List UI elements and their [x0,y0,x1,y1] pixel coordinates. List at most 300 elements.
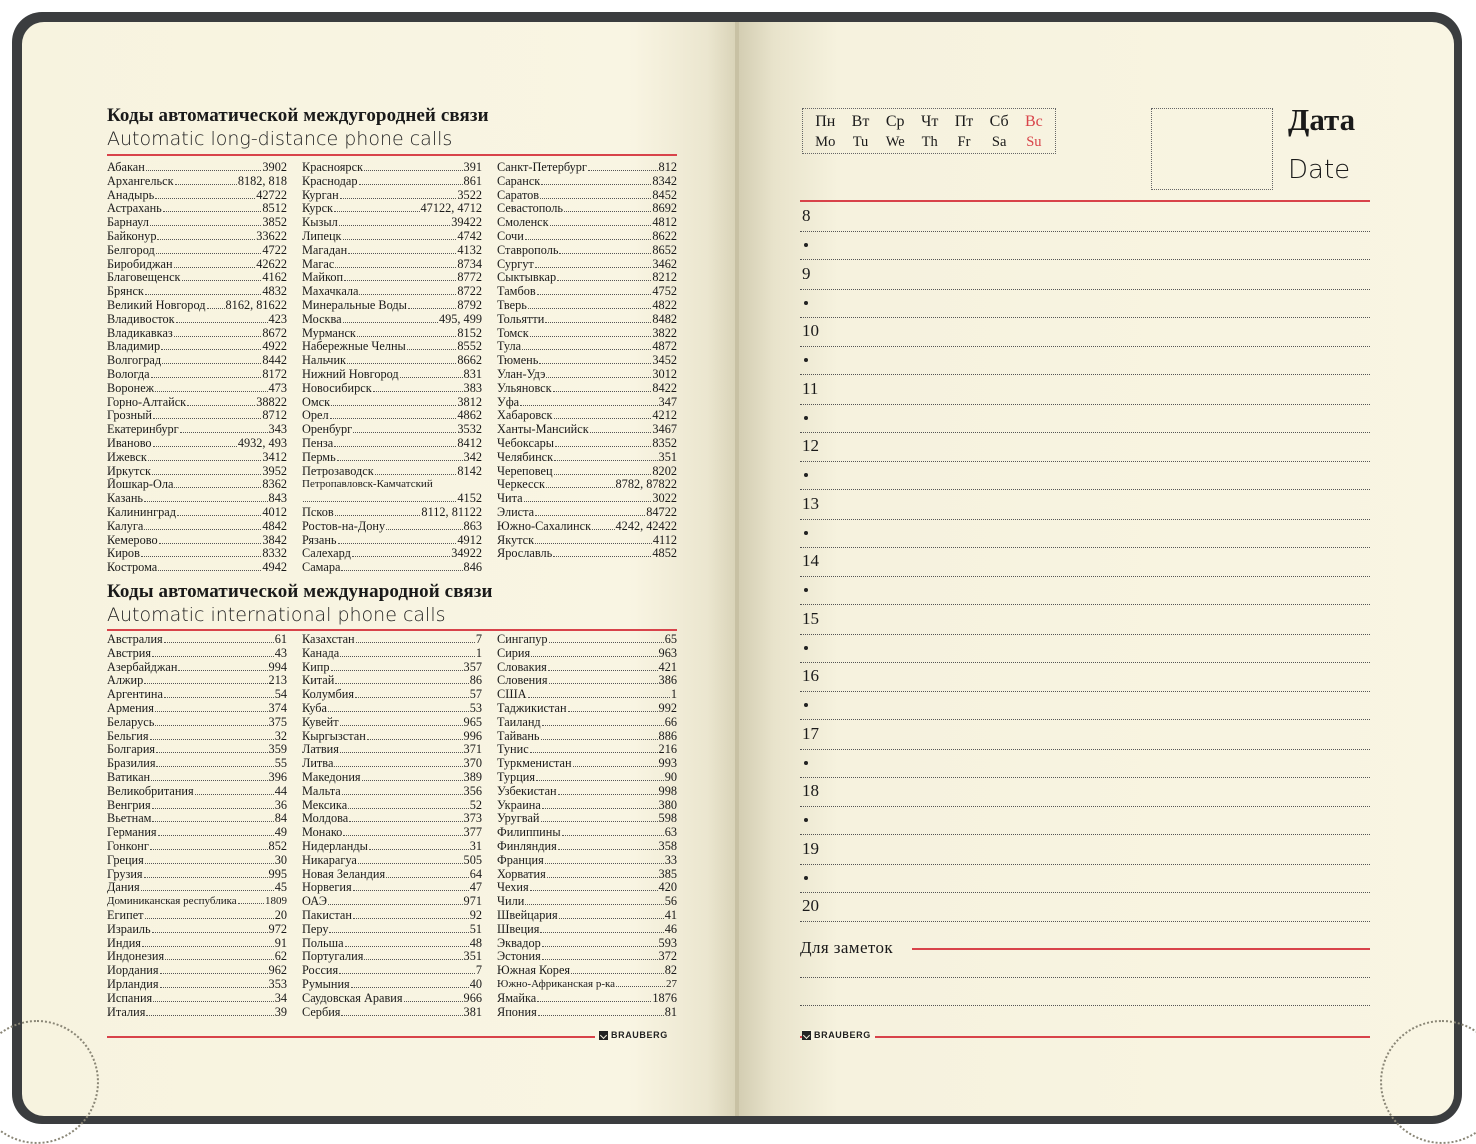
dial-code: 8792 [457,298,482,312]
place-name: Магадан [302,243,348,257]
code-entry [497,785,677,799]
dial-code: 3812 [457,395,482,409]
place-name: Самара [302,561,341,575]
leader-dots [176,322,268,323]
dial-code: 495, 499 [438,312,482,326]
place-name: Сербия [302,1005,341,1019]
place-name: Индия [107,936,141,950]
brand-check-icon [802,1031,811,1040]
leader-dots [155,725,267,726]
leader-dots [545,322,651,323]
code-entry [302,799,482,813]
leader-dots [174,336,262,337]
place-name: США [497,688,527,702]
place-name: Испания [107,991,153,1005]
code-entry [497,478,677,492]
code-entry [302,368,482,382]
place-name: Сыктывкар [497,271,557,285]
dial-code: 34922 [451,547,482,561]
domestic-column-3 [497,161,677,561]
dial-code: 4872 [652,340,677,354]
code-entry [302,175,482,189]
schedule-line[interactable] [800,289,1370,290]
place-name: Байконур [107,229,157,243]
code-entry [497,923,677,937]
code-entry [107,1006,287,1020]
place-name: Ставрополь [497,243,559,257]
code-entry [107,189,287,203]
schedule-line[interactable] [800,461,1370,462]
place-name: Салехард [302,547,351,561]
code-entry [107,964,287,978]
dial-code: 351 [658,450,677,464]
dial-code: 473 [268,381,287,395]
dial-code: 4852 [652,547,677,561]
code-entry [302,674,482,688]
leader-dots [144,683,267,684]
code-entry [497,271,677,285]
leader-dots [341,1015,462,1016]
place-name: Тюмень [497,354,539,368]
dial-code: 47 [469,881,482,895]
dial-code: 505 [463,853,482,867]
leader-dots [369,849,469,850]
schedule-line[interactable] [800,519,1370,520]
schedule-line[interactable] [800,547,1370,548]
code-entry [497,396,677,410]
dial-code: 8442 [262,354,287,368]
code-entry [107,340,287,354]
bullet-marker [804,301,808,305]
dial-code: 396 [268,770,287,784]
dial-code: 64 [469,867,482,881]
code-entry [497,285,677,299]
dial-code: 962 [268,964,287,978]
leader-dots [538,1015,664,1016]
code-entry [302,506,482,520]
code-entry [107,771,287,785]
code-entry [302,520,482,534]
code-entry [107,451,287,465]
place-name: Челябинск [497,450,554,464]
dial-code: 380 [658,798,677,812]
code-entry [107,202,287,216]
dial-code: 375 [268,715,287,729]
place-name: Румыния [302,977,350,991]
code-entry [497,826,677,840]
code-entry [497,534,677,548]
place-name: Кемерово [107,533,158,547]
place-name: Таджикистан [497,701,567,715]
leader-dots [530,752,658,753]
dial-code: 20 [274,908,287,922]
place-name: Германия [107,826,157,840]
leader-dots [343,322,438,323]
place-name: Кувейт [302,715,339,729]
schedule-line[interactable] [800,806,1370,807]
leader-dots [195,794,274,795]
dial-code: 8152 [457,326,482,340]
place-name: Уфа [497,395,520,409]
place-name: Словакия [497,660,547,674]
code-entry [497,674,677,688]
code-entry [107,992,287,1006]
dial-code: 342 [463,450,482,464]
place-name: Элиста [497,505,535,519]
dial-code: 213 [268,674,287,688]
place-name: Туркменистан [497,757,572,771]
leader-dots [559,918,664,919]
leader-dots [386,529,462,530]
weekday-ru: Ср [885,113,905,130]
leader-dots [152,808,274,809]
code-entry [302,451,482,465]
dial-code: 84722 [646,505,677,519]
dial-code: 996 [463,729,482,743]
leader-dots [335,683,468,684]
code-entry [302,881,482,895]
dial-code: 4812 [652,216,677,230]
leader-dots [343,835,462,836]
dial-code: 82 [664,964,677,978]
dial-code: 391 [463,161,482,174]
code-entry [302,423,482,437]
dial-code: 8482 [652,312,677,326]
code-entry [302,895,482,909]
schedule-line[interactable] [800,346,1370,347]
code-entry [497,716,677,730]
place-name: Чебоксары [497,436,554,450]
leader-dots [554,460,657,461]
dial-code: 3022 [652,492,677,506]
leader-dots [152,932,268,933]
dial-code: 8512 [262,202,287,216]
dial-code: 8662 [457,354,482,368]
dial-code: 3852 [262,216,287,230]
leader-dots [145,863,274,864]
dial-code: 370 [463,757,482,771]
schedule-line[interactable] [800,691,1370,692]
code-entry [107,743,287,757]
dial-code: 861 [463,174,482,188]
weekday-su[interactable] [1025,111,1043,151]
place-name: Португалия [302,950,364,964]
leader-dots [161,349,261,350]
code-entry [302,437,482,451]
code-entry [107,688,287,702]
code-entry [107,382,287,396]
red-rule [800,200,1370,202]
dial-code: 373 [463,812,482,826]
leader-dots [340,198,457,199]
leader-dots [347,363,456,364]
dial-code: 65 [664,633,677,646]
brand-name: BRAUBERG [814,1030,871,1040]
place-name: Гонконг [107,839,149,853]
code-entry [302,244,482,258]
code-entry [302,534,482,548]
code-entry [302,688,482,702]
place-name: Орел [302,409,329,423]
dial-code: 91 [274,936,287,950]
bullet-marker [804,243,808,247]
place-name: Мальта [302,784,341,798]
dial-code: 8552 [457,340,482,354]
dial-code: 381 [463,1005,482,1019]
dial-code: 3462 [652,257,677,271]
place-name: Барнаул [107,216,149,230]
dial-code: 8352 [652,436,677,450]
place-name: Сирия [497,646,531,660]
weekday-fr[interactable] [955,111,974,151]
leader-dots [590,432,652,433]
leader-dots [342,794,463,795]
dial-code: 55 [274,757,287,771]
schedule-line[interactable] [800,374,1370,375]
place-name: Колумбия [302,688,354,702]
dial-code: 8142 [457,464,482,478]
date-label: Дата [1288,102,1356,137]
leader-dots [537,1001,651,1002]
place-name: Мурманск [302,326,356,340]
date-label-en: Date [1288,155,1351,185]
code-entry [302,327,482,341]
schedule-line[interactable] [800,231,1370,232]
place-name: Швеция [497,922,540,936]
code-entry [497,757,677,771]
place-name: Севастополь [497,202,564,216]
place-name: Брянск [107,285,144,299]
dial-code: 43 [274,646,287,660]
code-entry [107,978,287,992]
code-entry [302,230,482,244]
notes-line[interactable] [800,977,1370,978]
leader-dots [400,377,463,378]
code-entry [107,409,287,423]
code-entry [497,175,677,189]
dial-code: 8362 [262,478,287,492]
leader-dots [364,170,463,171]
place-name: Беларусь [107,715,155,729]
code-entry [302,950,482,964]
dial-code: 3522 [457,188,482,202]
dial-code: 7 [475,964,482,978]
dial-code: 972 [268,922,287,936]
leader-dots [142,946,274,947]
dial-code: 8162, 81622 [225,298,287,312]
leader-dots [328,904,463,905]
dial-code: 31 [469,839,482,853]
dial-code: 389 [463,770,482,784]
weekday-we[interactable] [886,111,905,151]
schedule-line[interactable] [800,489,1370,490]
dial-code: 3842 [262,533,287,547]
schedule-line[interactable] [800,432,1370,433]
schedule-line[interactable] [800,864,1370,865]
dial-code: 386 [658,674,677,688]
place-name: Оренбург [302,423,353,437]
dial-code: 8712 [262,409,287,423]
schedule-line[interactable] [800,404,1370,405]
place-name: Калуга [107,519,144,533]
schedule-line[interactable] [800,921,1370,922]
code-entry [107,437,287,451]
leader-dots [549,683,658,684]
leader-dots [520,405,657,406]
weekday-en: Th [921,134,938,150]
code-entry [497,230,677,244]
schedule-line[interactable] [800,576,1370,577]
code-entry [107,230,287,244]
schedule-line[interactable] [800,777,1370,778]
code-entry [107,534,287,548]
code-entry [497,950,677,964]
place-name: Доминиканская республика [107,895,237,908]
place-name: Вологда [107,367,150,381]
schedule-line[interactable] [800,259,1370,260]
dial-code: 359 [268,743,287,757]
code-entry [497,964,677,978]
code-entry [302,258,482,272]
weekday-th[interactable] [921,111,938,151]
spine [735,22,739,1116]
schedule-line[interactable] [800,634,1370,635]
dial-code: 8652 [652,243,677,257]
place-name: Ханты-Мансийск [497,423,589,437]
dial-code: 843 [268,492,287,506]
leader-dots [528,308,652,309]
place-name: Красноярск [302,161,363,174]
schedule-line[interactable] [800,892,1370,893]
leader-dots [182,280,262,281]
leader-dots [180,432,268,433]
weekday-selector [802,108,1056,154]
code-entry [302,189,482,203]
place-name: Бразилия [107,757,156,771]
weekday-en: Fr [957,134,971,150]
dial-code: 4162 [262,271,287,285]
dial-code: 38822 [256,395,287,409]
place-name: Тула [497,340,522,354]
leader-dots [553,391,652,392]
place-name: Хорватия [497,867,546,881]
place-name: Благовещенск [107,271,181,285]
red-rule [107,154,677,156]
place-name: Черкесск [497,478,545,492]
notes-line[interactable] [800,1005,1370,1006]
dial-code: 3467 [652,423,677,437]
leader-dots [155,711,268,712]
dial-code: 992 [658,701,677,715]
leader-dots [153,418,261,419]
place-name: Владикавказ [107,326,173,340]
domestic-column-1 [107,161,287,575]
leader-dots [164,697,274,698]
schedule-line[interactable] [800,604,1370,605]
place-name: ОАЭ [302,895,327,909]
code-entry [497,244,677,258]
leader-dots [146,170,262,171]
dial-code: 347 [658,395,677,409]
place-name: Азербайджан [107,660,178,674]
domestic-column-2 [302,161,482,575]
place-name: Курск [302,202,334,216]
place-name: Киров [107,547,140,561]
leader-dots [367,739,463,740]
place-name: Тверь [497,298,527,312]
dial-code: 863 [463,519,482,533]
leader-dots [331,405,456,406]
leader-dots [344,280,456,281]
code-entry [107,647,287,661]
leader-dots [555,446,651,447]
code-entry [107,633,287,647]
dial-code: 420 [658,881,677,895]
dial-code: 39422 [451,216,482,230]
leader-dots [328,711,469,712]
place-name: Греция [107,853,144,867]
place-name: Ватикан [107,770,151,784]
code-entry [302,396,482,410]
hour-label: 19 [802,838,819,858]
dial-code: 593 [658,936,677,950]
schedule-line[interactable] [800,662,1370,663]
place-name: Архангельск [107,174,174,188]
code-entry [107,702,287,716]
place-name: Воронеж [107,381,155,395]
leader-dots [359,184,463,185]
schedule-line[interactable] [800,719,1370,720]
date-box[interactable] [1151,108,1273,190]
schedule-line[interactable] [800,317,1370,318]
hour-label: 16 [802,666,819,685]
weekday-sa[interactable] [990,111,1009,151]
schedule-line[interactable] [800,749,1370,750]
place-name: Россия [302,964,339,978]
leader-dots [174,487,261,488]
leader-dots [530,336,652,337]
schedule-line[interactable] [800,834,1370,835]
code-entry [302,757,482,771]
code-entry [302,868,482,882]
weekday-ru: Вт [851,113,870,130]
code-entry [497,909,677,923]
weekday-tu[interactable] [852,111,870,151]
leader-dots [207,308,225,309]
weekday-en: Tu [852,134,869,150]
code-entry [107,520,287,534]
dial-code: 4932, 493 [237,436,287,450]
place-name: Пенза [302,436,334,450]
dial-code: 3902 [262,161,287,174]
weekday-ru: Чт [921,113,939,130]
dial-code: 8672 [262,326,287,340]
dial-code: 8202 [652,464,677,478]
place-name: Израиль [107,922,151,936]
dial-code: 371 [463,743,482,757]
leader-dots [353,918,469,919]
place-name: Тольятти [497,312,545,326]
leader-dots [573,766,658,767]
code-entry [497,258,677,272]
weekday-mo[interactable] [815,111,835,151]
dial-code: 353 [268,977,287,991]
brand-logo [802,1030,875,1040]
place-name: Магас [302,257,335,271]
place-name: Канада [302,646,340,660]
dial-code: 56 [664,895,677,909]
code-entry [107,478,287,492]
